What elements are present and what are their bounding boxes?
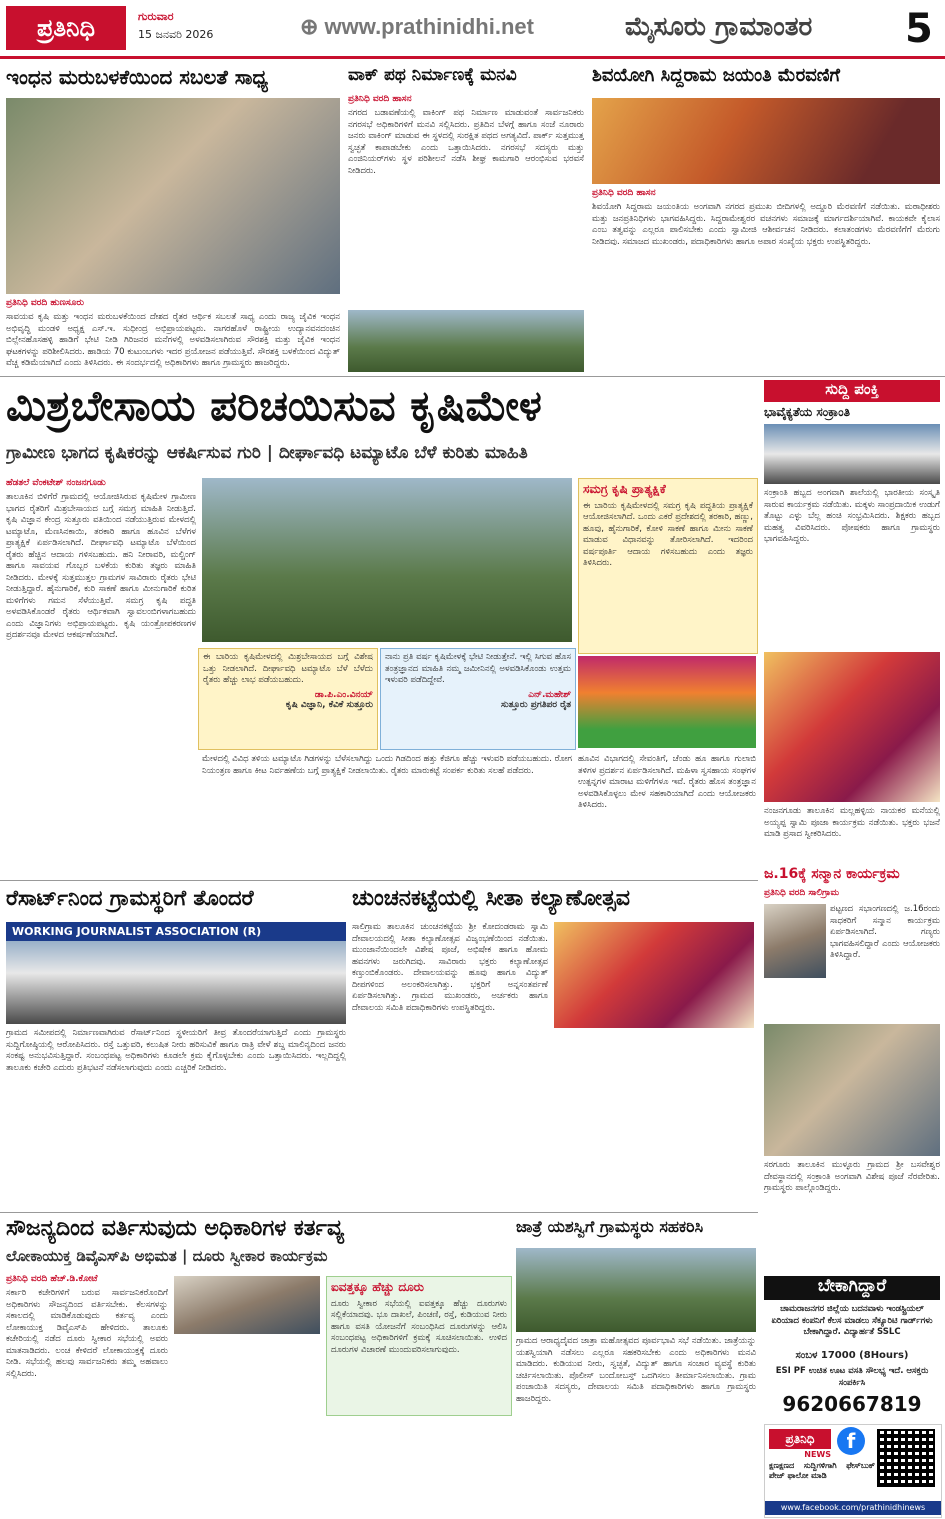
story-fuel-byline: ಪ್ರತಿನಿಧಿ ವರದಿ ಹುಣಸೂರು	[6, 298, 84, 308]
site-url[interactable]	[300, 14, 600, 44]
story-walk-body: ನಗರದ ಬಡಾವಣೆಯಲ್ಲಿ ವಾಕಿಂಗ್ ಪಥ ನಿರ್ಮಾಣ ಮಾಡುವಂತೆ ಸಾರ್ವಜನಿಕರು ನಗರಸಭೆ ಅಧಿಕಾರಿಗಳಿಗೆ ಮನವಿ ಸಲ್ಲಿಸಿದರು. ಪ್ರತಿದಿನ ಬೆಳಗ್ಗೆ ಹಾಗೂ ಸಂಜೆ ನೂರಾರು ಜನರು ವಾಕಿಂಗ್ ಮಾಡುವ ಈ ಸ್ಥಳದಲ್ಲಿ ಸುರಕ್ಷಿತ ಪಥದ ಅಗತ್ಯವಿದೆ. ಪಾರ್ಕ್ ಸುತ್ತಮುತ್ತ ಸ್ವಚ್ಛತೆ ಕಾಪಾಡಬೇಕು ಎಂದು ಒತ್ತಾಯಿಸಿದರು. ನಗರಸಭೆ ಸದಸ್ಯರು ಮತ್ತು ಎಂಜಿನಿಯರ್‌ಗಳು ಸ್ಥಳ ಪರಿಶೀಲನೆ ನಡೆಸಿ ಶೀಘ್ರ ಕಾಮಗಾರಿ ಆರಂಭಿಸುವ ಭರವಸೆ ನೀಡಿದರು.	[348, 108, 584, 176]
story-shivayogi-body: ಶಿವಯೋಗಿ ಸಿದ್ದರಾಮ ಜಯಂತಿಯ ಅಂಗವಾಗಿ ನಗರದ ಪ್ರಮುಖ ಬೀದಿಗಳಲ್ಲಿ ಅದ್ದೂರಿ ಮೆರವಣಿಗೆ ನಡೆಯಿತು. ಮಠಾಧೀಶರು ಮತ್ತು ಜನಪ್ರತಿನಿಧಿಗಳು ಭಾಗವಹಿಸಿದ್ದರು. ಸಿದ್ದರಾಮೇಶ್ವರರ ವಚನಗಳು ಸಮಾಜಕ್ಕೆ ಮಾರ್ಗದರ್ಶಿಯಾಗಿವೆ. ಕಾಯಕವೇ ಕೈಲಾಸ ಎಂಬ ತತ್ವವನ್ನು ಎಲ್ಲರೂ ಪಾಲಿಸಬೇಕು ಎಂದು ಸ್ವಾಮೀಜಿ ಆಶೀರ್ವಚನ ನೀಡಿದರು. ಕಲಾತಂಡಗಳು ಮೆರವಣಿಗೆಗೆ ಮೆರುಗು ನೀಡಿದವು. ಸಮಾಜದ ಮುಖಂಡರು, ಪದಾಧಿಕಾರಿಗಳು ಹಾಗೂ ಅಪಾರ ಸಂಖ್ಯೆಯ ಭಕ್ತರು ಉಪಸ್ಥಿತರಿದ್ದರು.	[592, 202, 940, 247]
story-fuel-headline: ಇಂಧನ ಮರುಬಳಕೆಯಿಂದ ಸಬಲತೆ ಸಾಧ್ಯ	[6, 66, 269, 89]
story-fuel-body: ಸಾವಯವ ಕೃಷಿ ಮತ್ತು ಇಂಧನ ಮರುಬಳಕೆಯಿಂದ ದೇಶದ ರೈತರ ಆರ್ಥಿಕ ಸಬಲತೆ ಸಾಧ್ಯ ಎಂದು ರಾಜ್ಯ ಜೈವಿಕ ಇಂಧನ ಅಭಿವೃದ್ಧಿ ಮಂಡಳಿ ಅಧ್ಯಕ್ಷ ಎಸ್.ಇ. ಸುಧೀಂದ್ರ ಅಭಿಪ್ರಾಯಪಟ್ಟರು. ನಾಗರಹೊಳೆ ರಾಷ್ಟ್ರೀಯ ಉದ್ಯಾನವನದಂಚಿನ ಬಿಲ್ಲೇನಹೊಸಹಳ್ಳಿ ಹಾಡಿಗೆ ಭೇಟಿ ನೀಡಿ ಗಿರಿಜನರ ಮನೆಗಳಲ್ಲಿ ಅಳವಡಿಸಲಾಗಿರುವ ಸೌರಶಕ್ತಿ ಮತ್ತು ಜೈವಿಕ ಇಂಧನ ಘಟಕಗಳನ್ನು ಪರಿಶೀಲಿಸಿದರು. ಹಾಡಿಯ 70 ಕುಟುಂಬಗಳು ಇದರ ಪ್ರಯೋಜನ ಪಡೆಯುತ್ತಿವೆ. ಸೌರಶಕ್ತಿ ಬಳಕೆಯಿಂದ ವಿದ್ಯುತ್ ವೆಚ್ಚ ಕಡಿಮೆಯಾಗಿದೆ ಎಂದು ತಿಳಿಸಿದರು. ಈ ಸಂದರ್ಭದಲ್ಲಿ ಅಧಿಕಾರಿಗಳು ಹಾಗೂ ಗ್ರಾಮಸ್ಥರು ಹಾಜರಿದ್ದರು.	[6, 312, 340, 368]
wanted-phone[interactable]: 9620667819	[782, 1392, 922, 1416]
masthead-date: 15 ಜನವರಿ 2026	[138, 28, 214, 41]
sidebar-item3-title: ಜ.16ಕ್ಕೆ ಸನ್ಮಾನ ಕಾರ್ಯಕ್ರಮ	[764, 866, 900, 882]
masthead-rule	[0, 56, 945, 59]
sidebar-item4-photo	[764, 1024, 940, 1156]
sidebar-item3-byline: ಪ್ರತಿನಿಧಿ ವರದಿ ಸಾಲಿಗ್ರಾಮ	[764, 888, 840, 898]
story-walk-headline: ವಾಕ್ ಪಥ ನಿರ್ಮಾಣಕ್ಕೆ ಮನವಿ	[348, 66, 517, 85]
sidebar-item3-portrait	[764, 904, 826, 978]
sidebar-item2-body: ನಂಜನಗೂಡು ತಾಲೂಕಿನ ಮಲ್ಲಹಳ್ಳಿಯ ನಾಯಕರ ಮನೆಯಲ್ಲಿ ಅಯ್ಯಪ್ಪ ಸ್ವಾಮಿ ಪೂಜಾ ಕಾರ್ಯಕ್ರಮ ನಡೆಯಿತು. ಭಕ್ತರು ಭಜನೆ ಮಾಡಿ ಪ್ರಸಾದ ಸ್ವೀಕರಿಸಿದರು.	[764, 806, 940, 839]
footer-cta: ಕ್ಷಣಕ್ಷಣದ ಸುದ್ದಿಗಳಿಗಾಗಿ ಫೇಸ್‌ಬುಕ್ ಪೇಜ್ ಫಾಲೋ ಮಾಡಿ	[769, 1461, 875, 1480]
page-number: 5	[905, 6, 933, 52]
quote-1-text: ಈ ಬಾರಿಯ ಕೃಷಿಮೇಳದಲ್ಲಿ ಮಿಶ್ರಬೇಸಾಯದ ಬಗ್ಗೆ ವಿಶೇಷ ಒತ್ತು ನೀಡಲಾಗಿದೆ. ದೀರ್ಘಾವಧಿ ಟಮ್ಯಾಟೊ ಬೆಳೆ ಬೆಳೆದು ರೈತರು ಹೆಚ್ಚು ಲಾಭ ಪಡೆಯಬಹುದು.	[203, 652, 373, 685]
lead-info-box	[578, 478, 758, 654]
lead-body: ತಾಲೂಕಿನ ಬಿಳಿಗೆರೆ ಗ್ರಾಮದಲ್ಲಿ ಆಯೋಜಿಸಿರುವ ಕೃಷಿಮೇಳ ಗ್ರಾಮೀಣ ಭಾಗದ ರೈತರಿಗೆ ಮಿಶ್ರಬೇಸಾಯದ ಬಗ್ಗೆ ಸಮಗ್ರ ಮಾಹಿತಿ ನೀಡುತ್ತಿದೆ. ಕೃಷಿ ವಿಜ್ಞಾನ ಕೇಂದ್ರ ಸುತ್ತೂರು ವತಿಯಿಂದ ನಡೆಯುತ್ತಿರುವ ಮೇಳದಲ್ಲಿ ಟಮ್ಯಾಟೊ, ಮೆಣಸಿನಕಾಯಿ, ತರಕಾರಿ ಹಾಗೂ ಹೂವಿನ ಬೆಳೆಗಳ ಪ್ರಾತ್ಯಕ್ಷಿಕೆ ಏರ್ಪಡಿಸಲಾಗಿದೆ. ದೀರ್ಘಾವಧಿ ಟಮ್ಯಾಟೊ ಬೆಳೆಯಿಂದ ರೈತರು ಹೆಚ್ಚಿನ ಆದಾಯ ಗಳಿಸಬಹುದು. ಹನಿ ನೀರಾವರಿ, ಮಲ್ಚಿಂಗ್ ಹಾಗೂ ಸಾವಯವ ಗೊಬ್ಬರ ಬಳಕೆಯ ಕುರಿತು ತಜ್ಞರು ಮಾಹಿತಿ ನೀಡಿದರು. ಮೇಳಕ್ಕೆ ಸುತ್ತಮುತ್ತಲ ಗ್ರಾಮಗಳ ಸಾವಿರಾರು ರೈತರು ಭೇಟಿ ನೀಡುತ್ತಿದ್ದಾರೆ. ಹೈನುಗಾರಿಕೆ, ಕುರಿ ಸಾಕಣೆ ಹಾಗೂ ಮೀನುಗಾರಿಕೆ ಕುರಿತ ಮಳಿಗೆಗಳು ಗಮನ ಸೆಳೆಯುತ್ತಿವೆ. ಸಮಗ್ರ ಕೃಷಿ ಪದ್ಧತಿ ಅಳವಡಿಸಿಕೊಂಡರೆ ರೈತರು ಆರ್ಥಿಕವಾಗಿ ಸ್ವಾವಲಂಬಿಗಳಾಗಬಹುದು ಎಂದು ವಿಜ್ಞಾನಿಗಳು ಅಭಿಪ್ರಾಯಪಟ್ಟರು. ಕೃಷಿ ಯಂತ್ರೋಪಕರಣಗಳ ಪ್ರದರ್ಶನವೂ ಮೇಳದ ಆಕರ್ಷಣೆಯಾಗಿದೆ.	[6, 492, 196, 640]
section-divider-3	[0, 1212, 758, 1213]
story-walk-byline: ಪ್ರತಿನಿಧಿ ವರದಿ ಹಾಸನ	[348, 94, 412, 104]
lead-info-box-title: ಸಮಗ್ರ ಕೃಷಿ ಪ್ರಾತ್ಯಕ್ಷಿಕೆ	[583, 482, 666, 496]
wanted-body: ಚಾಮರಾಜನಗರ ಜಿಲ್ಲೆಯ ಬದನವಾಳು ಇಂಡಸ್ಟ್ರಿಯಲ್ ಏರಿಯಾದ ಕಂಪನಿಗೆ ಕೆಲಸ ಮಾಡಲು ಸೆಕ್ಯೂರಿಟಿ ಗಾರ್ಡ್‌ಗಳು ಬೇಕಾಗಿದ್ದಾರೆ. ವಿದ್ಯಾರ್ಹತೆ SSLC	[771, 1304, 933, 1337]
story-shivayogi-headline: ಶಿವಯೋಗಿ ಸಿದ್ದರಾಮ ಜಯಂತಿ ಮೆರವಣಿಗೆ	[592, 66, 841, 86]
story-seetha-photo	[554, 922, 754, 1028]
facebook-icon[interactable]: f	[837, 1427, 865, 1455]
section-title: ಮೈಸೂರು ಗ್ರಾಮಾಂತರ	[625, 12, 813, 42]
lead-body-col3: ಹೂವಿನ ವಿಭಾಗದಲ್ಲಿ ಸೇವಂತಿಗೆ, ಚೆಂಡು ಹೂ ಹಾಗೂ ಗುಲಾಬಿ ತಳಿಗಳ ಪ್ರದರ್ಶನ ಏರ್ಪಡಿಸಲಾಗಿದೆ. ಮಹಿಳಾ ಸ್ವಸಹಾಯ ಸಂಘಗಳ ಉತ್ಪನ್ನಗಳ ಮಾರಾಟ ಮಳಿಗೆಗಳೂ ಇವೆ. ರೈತರು ಹೊಸ ತಂತ್ರಜ್ಞಾನ ಅಳವಡಿಸಿಕೊಳ್ಳಲು ಮೇಳ ಸಹಕಾರಿಯಾಗಿದೆ ಎಂದು ಆಯೋಜಕರು ತಿಳಿಸಿದರು.	[578, 754, 756, 810]
section-divider-2	[0, 880, 758, 881]
quote-2-author: ಎನ್.ಮಹೇಶ್	[528, 689, 571, 700]
story-seetha-body: ಸಾಲಿಗ್ರಾಮ ತಾಲೂಕಿನ ಚುಂಚನಕಟ್ಟೆಯ ಶ್ರೀ ಕೋದಂಡರಾಮ ಸ್ವಾಮಿ ದೇವಾಲಯದಲ್ಲಿ ಸೀತಾ ಕಲ್ಯಾಣೋತ್ಸವ ವಿಜೃಂಭಣೆಯಿಂದ ನಡೆಯಿತು. ಮುಂಜಾನೆಯಿಂದಲೇ ವಿಶೇಷ ಪೂಜೆ, ಅಭಿಷೇಕ ಹಾಗೂ ಹೋಮ ಹವನಗಳು ಜರುಗಿದವು. ಸಾವಿರಾರು ಭಕ್ತರು ಕಲ್ಯಾಣೋತ್ಸವ ಕಣ್ತುಂಬಿಕೊಂಡರು. ದೇವಾಲಯವನ್ನು ಹೂವು ಹಾಗೂ ವಿದ್ಯುತ್ ದೀಪಗಳಿಂದ ಅಲಂಕರಿಸಲಾಗಿತ್ತು. ಭಕ್ತರಿಗೆ ಅನ್ನಸಂತರ್ಪಣೆ ಏರ್ಪಡಿಸಲಾಗಿತ್ತು. ಗ್ರಾಮದ ಮುಖಂಡರು, ಅರ್ಚಕರು ಹಾಗೂ ದೇವಾಲಯ ಸಮಿತಿ ಪದಾಧಿಕಾರಿಗಳು ಉಪಸ್ಥಿತರಿದ್ದರು.	[352, 922, 548, 1013]
story-resort-body: ಗ್ರಾಮದ ಸಮೀಪದಲ್ಲಿ ನಿರ್ಮಾಣವಾಗಿರುವ ರೆಸಾರ್ಟ್‌ನಿಂದ ಸ್ಥಳೀಯರಿಗೆ ತೀವ್ರ ತೊಂದರೆಯಾಗುತ್ತಿದೆ ಎಂದು ಗ್ರಾಮಸ್ಥರು ಸುದ್ದಿಗೋಷ್ಠಿಯಲ್ಲಿ ಆರೋಪಿಸಿದರು. ರಸ್ತೆ ಒತ್ತುವರಿ, ಕಲುಷಿತ ನೀರು ಹರಿಸುವಿಕೆ ಹಾಗೂ ರಾತ್ರಿ ವೇಳೆ ಶಬ್ದ ಮಾಲಿನ್ಯದಿಂದ ಜನರು ಸಂಕಷ್ಟ ಅನುಭವಿಸುತ್ತಿದ್ದಾರೆ. ಸಂಬಂಧಪಟ್ಟ ಅಧಿಕಾರಿಗಳು ಕೂಡಲೇ ಕ್ರಮ ಕೈಗೊಳ್ಳಬೇಕು ಎಂದು ಒತ್ತಾಯಿಸಿದರು. ಇಲ್ಲದಿದ್ದಲ್ಲಿ ತಾಲೂಕು ಕಚೇರಿ ಎದುರು ಪ್ರತಿಭಟನೆ ನಡೆಸಲಾಗುವುದು ಎಂದು ಎಚ್ಚರಿಕೆ ನೀಡಿದರು.	[6, 1028, 346, 1073]
quote-2-role: ಸುತ್ತೂರು ಪ್ರಗತಿಪರ ರೈತ	[501, 699, 571, 710]
story-jatre-headline: ಜಾತ್ರೆ ಯಶಸ್ವಿಗೆ ಗ್ರಾಮಸ್ಥರು ಸಹಕರಿಸಿ	[516, 1218, 704, 1236]
story-fuel-photo	[6, 98, 340, 294]
story-seetha-headline: ಚುಂಚನಕಟ್ಟೆಯಲ್ಲಿ ಸೀತಾ ಕಲ್ಯಾಣೋತ್ಸವ	[352, 886, 630, 911]
sidebar-item1-photo	[764, 424, 940, 484]
story-walk-photo	[348, 310, 584, 372]
story-lokayukta-box-title: ಐವತ್ತಕ್ಕೂ ಹೆಚ್ಚು ದೂರು	[331, 1280, 424, 1294]
story-jatre-body: ಗ್ರಾಮದ ಆರಾಧ್ಯದೈವದ ಜಾತ್ರಾ ಮಹೋತ್ಸವದ ಪೂರ್ವಭಾವಿ ಸಭೆ ನಡೆಯಿತು. ಜಾತ್ರೆಯನ್ನು ಯಶಸ್ವಿಯಾಗಿ ನಡೆಸಲು ಎಲ್ಲರೂ ಸಹಕರಿಸಬೇಕು ಎಂದು ಅಧಿಕಾರಿಗಳು ಮನವಿ ಮಾಡಿದರು. ಕುಡಿಯುವ ನೀರು, ಸ್ವಚ್ಛತೆ, ವಿದ್ಯುತ್ ಹಾಗೂ ಸಂಚಾರ ವ್ಯವಸ್ಥೆ ಕುರಿತು ಚರ್ಚಿಸಲಾಯಿತು. ಪೊಲೀಸ್ ಬಂದೋಬಸ್ತ್ ಒದಗಿಸಲು ತೀರ್ಮಾನಿಸಲಾಯಿತು. ಗ್ರಾಮ ಪಂಚಾಯಿತಿ ಸದಸ್ಯರು, ದೇವಾಲಯ ಸಮಿತಿ ಪದಾಧಿಕಾರಿಗಳು ಹಾಗೂ ಗ್ರಾಮಸ್ಥರು ಹಾಜರಿದ್ದರು.	[516, 1336, 756, 1404]
lead-headline: ಮಿಶ್ರಬೇಸಾಯ ಪರಿಚಯಿಸುವ ಕೃಷಿಮೇಳ	[6, 382, 542, 430]
story-resort-photo	[6, 922, 346, 1024]
wanted-header: ಬೇಕಾಗಿದ್ದಾರೆ	[764, 1276, 940, 1300]
lead-info-box-body: ಈ ಬಾರಿಯ ಕೃಷಿಮೇಳದಲ್ಲಿ ಸಮಗ್ರ ಕೃಷಿ ಪದ್ಧತಿಯ ಪ್ರಾತ್ಯಕ್ಷಿಕೆ ಆಯೋಜಿಸಲಾಗಿದೆ. ಒಂದು ಎಕರೆ ಪ್ರದೇಶದಲ್ಲಿ ತರಕಾರಿ, ಹಣ್ಣು, ಹೂವು, ಹೈನುಗಾರಿಕೆ, ಕೋಳಿ ಸಾಕಣೆ ಹಾಗೂ ಮೀನು ಸಾಕಣೆ ಮಾಡುವ ವಿಧಾನವನ್ನು ತೋರಿಸಲಾಗಿದೆ. ಇದರಿಂದ ವರ್ಷಪೂರ್ತಿ ಆದಾಯ ಗಳಿಸಬಹುದು ಎಂದು ತಜ್ಞರು ತಿಳಿಸಿದರು.	[583, 500, 753, 569]
story-lokayukta-headline: ಸೌಜನ್ಯದಿಂದ ವರ್ತಿಸುವುದು ಅಧಿಕಾರಿಗಳ ಕರ್ತವ್ಯ	[6, 1216, 345, 1241]
lead-body-col2: ಮೇಳದಲ್ಲಿ ವಿವಿಧ ತಳಿಯ ಟಮ್ಯಾಟೊ ಗಿಡಗಳನ್ನು ಬೆಳೆಸಲಾಗಿದ್ದು ಒಂದು ಗಿಡದಿಂದ ಹತ್ತು ಕೆಜಿಗೂ ಹೆಚ್ಚು ಇಳುವರಿ ಪಡೆಯಬಹುದು. ರೋಗ ನಿಯಂತ್ರಣ ಹಾಗೂ ಕೀಟ ನಿರ್ವಹಣೆಯ ಬಗ್ಗೆ ಪ್ರಾತ್ಯಕ್ಷಿಕೆ ನೀಡಲಾಯಿತು. ರೈತರು ಮಾರುಕಟ್ಟೆ ಸಂಪರ್ಕ ಕುರಿತು ಸಲಹೆ ಪಡೆದರು.	[202, 754, 572, 776]
sidebar-item4-body: ಸರಗೂರು ತಾಲೂಕಿನ ಮುಳ್ಳೂರು ಗ್ರಾಮದ ಶ್ರೀ ಬಸವೇಶ್ವರ ದೇವಸ್ಥಾನದಲ್ಲಿ ಸಂಕ್ರಾಂತಿ ಅಂಗವಾಗಿ ವಿಶೇಷ ಪೂಜೆ ನೆರವೇರಿತು. ಗ್ರಾಮಸ್ಥರು ಪಾಲ್ಗೊಂಡಿದ್ದರು.	[764, 1160, 940, 1193]
quote-1-role: ಕೃಷಿ ವಿಜ್ಞಾನಿ, ಕೆವಿಕೆ ಸುತ್ತೂರು	[285, 699, 373, 710]
quote-2-text: ನಾನು ಪ್ರತಿ ವರ್ಷ ಕೃಷಿಮೇಳಕ್ಕೆ ಭೇಟಿ ನೀಡುತ್ತೇನೆ. ಇಲ್ಲಿ ಸಿಗುವ ಹೊಸ ತಂತ್ರಜ್ಞಾನದ ಮಾಹಿತಿ ನಮ್ಮ ಜಮೀನಿನಲ್ಲಿ ಅಳವಡಿಸಿಕೊಂಡು ಉತ್ತಮ ಇಳುವರಿ ಪಡೆದಿದ್ದೇವೆ.	[385, 652, 571, 685]
qr-code-icon[interactable]	[877, 1429, 935, 1487]
story-lokayukta-photo	[174, 1276, 320, 1334]
lead-tomato-photo	[202, 478, 572, 642]
site-url-text: www.prathinidhi.net	[324, 14, 534, 39]
footer-news-tag: NEWS	[804, 1450, 831, 1459]
story-lokayukta-box-body: ದೂರು ಸ್ವೀಕಾರ ಸಭೆಯಲ್ಲಿ ಐವತ್ತಕ್ಕೂ ಹೆಚ್ಚು ದೂರುಗಳು ಸಲ್ಲಿಕೆಯಾದವು. ಭೂ ದಾಖಲೆ, ಪಿಂಚಣಿ, ರಸ್ತೆ, ಕುಡಿಯುವ ನೀರು ಹಾಗೂ ವಸತಿ ಯೋಜನೆಗೆ ಸಂಬಂಧಿಸಿದ ದೂರುಗಳನ್ನು ಆಲಿಸಿ ಸಂಬಂಧಪಟ್ಟ ಅಧಿಕಾರಿಗಳಿಗೆ ಕ್ರಮಕ್ಕೆ ಸೂಚಿಸಲಾಯಿತು. ಉಳಿದ ದೂರುಗಳ ವಿಚಾರಣೆ ಮುಂದುವರಿಸಲಾಗುವುದು.	[331, 1298, 507, 1355]
footer-fb-url[interactable]: www.facebook.com/prathinidhinews	[765, 1501, 941, 1515]
lead-byline: ಹೆಡತಲೆ ವೆಂಕಟೇಶ್ ನಂಜನಗೂಡು	[6, 478, 106, 488]
story-resort-headline: ರೆಸಾರ್ಟ್‌ನಿಂದ ಗ್ರಾಮಸ್ಥರಿಗೆ ತೊಂದರೆ	[6, 886, 254, 910]
globe-icon: ⊕	[300, 14, 325, 39]
story-lokayukta-subhead: ಲೋಕಾಯುಕ್ತ ಡಿವೈಎಸ್‌ಪಿ ಅಭಿಮತ | ದೂರು ಸ್ವೀಕಾರ ಕಾರ್ಯಕ್ರಮ	[6, 1248, 328, 1265]
story-lokayukta-box	[326, 1276, 512, 1416]
footer-logo[interactable]: ಪ್ರತಿನಿಧಿ	[769, 1429, 831, 1449]
sidebar-item1-body: ಸಂಕ್ರಾಂತಿ ಹಬ್ಬದ ಅಂಗವಾಗಿ ಶಾಲೆಯಲ್ಲಿ ಭಾರತೀಯ ಸಂಸ್ಕೃತಿ ಸಾರುವ ಕಾರ್ಯಕ್ರಮ ನಡೆಯಿತು. ಮಕ್ಕಳು ಸಾಂಪ್ರದಾಯಿಕ ಉಡುಗೆ ತೊಟ್ಟು ಎಳ್ಳು ಬೆಲ್ಲ ಹಂಚಿ ಸಂಭ್ರಮಿಸಿದರು. ಶಿಕ್ಷಕರು ಹಬ್ಬದ ಮಹತ್ವ ವಿವರಿಸಿದರು. ಪೋಷಕರು ಹಾಗೂ ಗ್ರಾಮಸ್ಥರು ಭಾಗವಹಿಸಿದ್ದರು.	[764, 488, 940, 544]
sidebar-item3-body: ಪಟ್ಟಣದ ಸಭಾಂಗಣದಲ್ಲಿ ಜ.16ರಂದು ಸಾಧಕರಿಗೆ ಸನ್ಮಾನ ಕಾರ್ಯಕ್ರಮ ಏರ್ಪಡಿಸಲಾಗಿದೆ. ಗಣ್ಯರು ಭಾಗವಹಿಸಲಿದ್ದಾರೆ ಎಂದು ಆಯೋಜಕರು ತಿಳಿಸಿದ್ದಾರೆ.	[830, 904, 940, 960]
story-resort-banner: WORKING JOURNALIST ASSOCIATION (R)	[6, 922, 346, 941]
story-shivayogi-photo	[592, 98, 940, 184]
story-jatre-photo	[516, 1248, 756, 1332]
masthead-day: ಗುರುವಾರ	[138, 10, 174, 23]
masthead-logo[interactable]: ಪ್ರತಿನಿಧಿ	[6, 6, 126, 50]
lead-flower-photo	[578, 656, 756, 748]
section-divider-1	[0, 376, 945, 377]
sidebar-item2-photo	[764, 652, 940, 802]
footer-promo	[764, 1424, 942, 1518]
sidebar-item1-title: ಭಾವೈಕ್ಯತೆಯ ಸಂಕ್ರಾಂತಿ	[764, 406, 850, 419]
story-lokayukta-body: ಸರ್ಕಾರಿ ಕಚೇರಿಗಳಿಗೆ ಬರುವ ಸಾರ್ವಜನಿಕರೊಂದಿಗೆ ಅಧಿಕಾರಿಗಳು ಸೌಜನ್ಯದಿಂದ ವರ್ತಿಸಬೇಕು. ಕೆಲಸಗಳನ್ನು ಸಕಾಲದಲ್ಲಿ ಮಾಡಿಕೊಡುವುದು ಕರ್ತವ್ಯ ಎಂದು ಲೋಕಾಯುಕ್ತ ಡಿವೈಎಸ್‌ಪಿ ಹೇಳಿದರು. ತಾಲೂಕು ಕಚೇರಿಯಲ್ಲಿ ನಡೆದ ದೂರು ಸ್ವೀಕಾರ ಸಭೆಯಲ್ಲಿ ಅವರು ಮಾತನಾಡಿದರು. ಲಂಚ ಕೇಳಿದರೆ ಲೋಕಾಯುಕ್ತಕ್ಕೆ ದೂರು ನೀಡಿ. ಸಭೆಯಲ್ಲಿ ಹಲವು ಸಾರ್ವಜನಿಕರು ತಮ್ಮ ಅಹವಾಲು ಸಲ್ಲಿಸಿದರು.	[6, 1288, 168, 1379]
quote-1-author: ಡಾ.ಪಿ.ಎಂ.ವಿನಯ್	[314, 689, 373, 700]
story-shivayogi-byline: ಪ್ರತಿನಿಧಿ ವರದಿ ಹಾಸನ	[592, 188, 656, 198]
sidebar-header: ಸುದ್ದಿ ಪಂಕ್ತಿ	[764, 380, 940, 402]
wanted-salary: ಸಂಬಳ 17000 (8Hours)	[795, 1350, 909, 1361]
quote-box-1	[198, 648, 378, 750]
quote-box-2	[380, 648, 576, 750]
story-lokayukta-byline: ಪ್ರತಿನಿಧಿ ವರದಿ ಹೆಚ್.ಡಿ.ಕೋಟೆ	[6, 1274, 98, 1284]
wanted-benefits: ESI PF ಉಚಿತ ಊಟ ವಸತಿ ಸೌಲಭ್ಯ ಇದೆ. ಆಸಕ್ತರು ಸಂಪರ್ಕಿಸಿ	[775, 1366, 929, 1388]
lead-subhead: ಗ್ರಾಮೀಣ ಭಾಗದ ಕೃಷಿಕರನ್ನು ಆಕರ್ಷಿಸುವ ಗುರಿ | ದೀರ್ಘಾವಧಿ ಟಮ್ಯಾಟೊ ಬೆಳೆ ಕುರಿತು ಮಾಹಿತಿ	[6, 444, 528, 463]
